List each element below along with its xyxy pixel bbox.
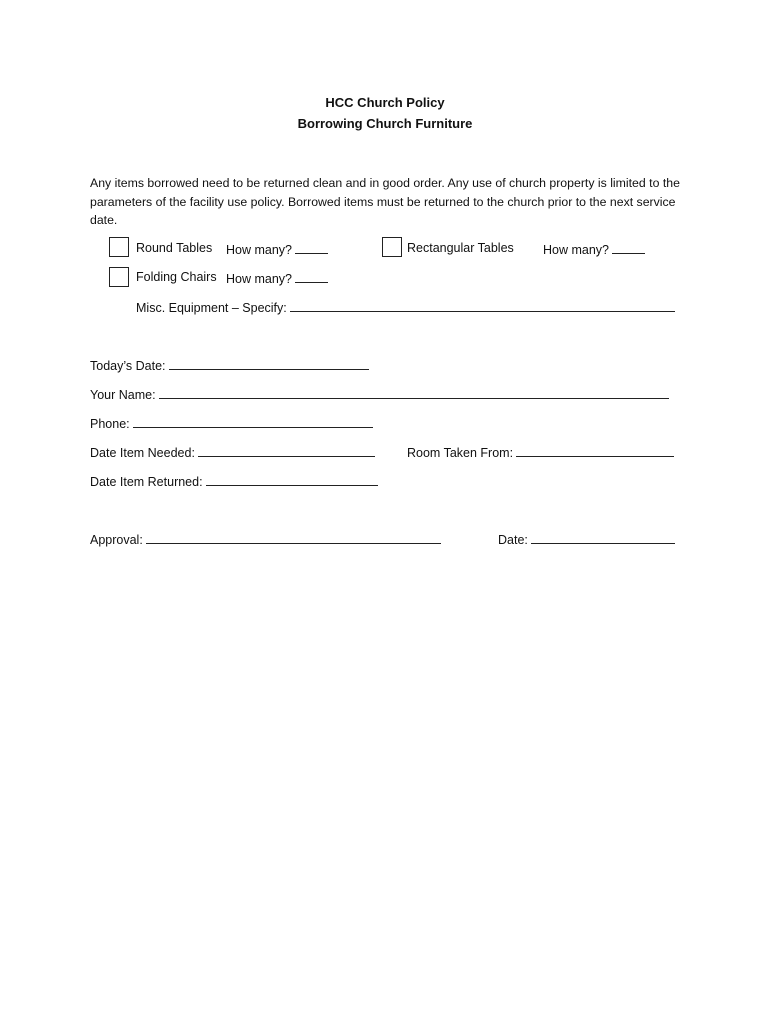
rectangular-tables-how-many-label: How many? xyxy=(543,243,609,257)
date-item-returned-line xyxy=(206,473,378,486)
approval-date-label: Date: xyxy=(498,533,528,547)
round-tables-label: Round Tables xyxy=(136,241,213,255)
round-tables-checkbox[interactable] xyxy=(109,237,129,257)
rectangular-tables-checkbox[interactable] xyxy=(382,237,402,257)
round-tables-quantity-line xyxy=(295,241,328,254)
date-item-returned-field[interactable] xyxy=(90,473,378,489)
room-taken-from-field[interactable] xyxy=(407,444,674,460)
folding-chairs-quantity-line xyxy=(295,270,328,283)
your-name-field[interactable] xyxy=(90,386,669,402)
phone-field[interactable] xyxy=(90,415,373,431)
approval-date-line xyxy=(531,531,675,544)
round-tables-how-many-label: How many? xyxy=(226,243,292,257)
room-taken-from-label: Room Taken From: xyxy=(407,446,514,460)
phone-line xyxy=(133,415,373,428)
approval-line xyxy=(146,531,441,544)
your-name-label: Your Name: xyxy=(90,388,156,402)
approval-label: Approval: xyxy=(90,533,143,547)
folding-chairs-quantity-field[interactable] xyxy=(226,270,328,286)
rectangular-tables-quantity-line xyxy=(612,241,645,254)
date-item-returned-label: Date Item Returned: xyxy=(90,475,203,489)
date-item-needed-label: Date Item Needed: xyxy=(90,446,195,460)
todays-date-field[interactable] xyxy=(90,357,369,373)
date-item-needed-line xyxy=(198,444,375,457)
phone-label: Phone: xyxy=(90,417,130,431)
page-subtitle: Borrowing Church Furniture xyxy=(297,116,473,131)
round-tables-quantity-field[interactable] xyxy=(226,241,328,257)
misc-equipment-line xyxy=(290,299,675,312)
policy-paragraph: Any items borrowed need to be returned clean and in good order. Any use of church property is limited to the parameters of the facility use policy. Borrowed items must be returned to the church prior to the next service date. xyxy=(90,176,680,227)
todays-date-label: Today’s Date: xyxy=(90,359,166,373)
rectangular-tables-quantity-field[interactable] xyxy=(543,241,645,257)
approval-date-field[interactable] xyxy=(498,531,675,547)
folding-chairs-label: Folding Chairs xyxy=(136,270,217,284)
approval-field[interactable] xyxy=(90,531,441,547)
misc-equipment-label: Misc. Equipment – Specify: xyxy=(136,301,287,315)
rectangular-tables-label: Rectangular Tables xyxy=(407,241,514,255)
folding-chairs-checkbox[interactable] xyxy=(109,267,129,287)
your-name-line xyxy=(159,386,669,399)
misc-equipment-field[interactable] xyxy=(136,299,675,315)
folding-chairs-how-many-label: How many? xyxy=(226,272,292,286)
date-item-needed-field[interactable] xyxy=(90,444,375,460)
page-title: HCC Church Policy xyxy=(325,95,445,110)
todays-date-line xyxy=(169,357,369,370)
room-taken-from-line xyxy=(516,444,674,457)
